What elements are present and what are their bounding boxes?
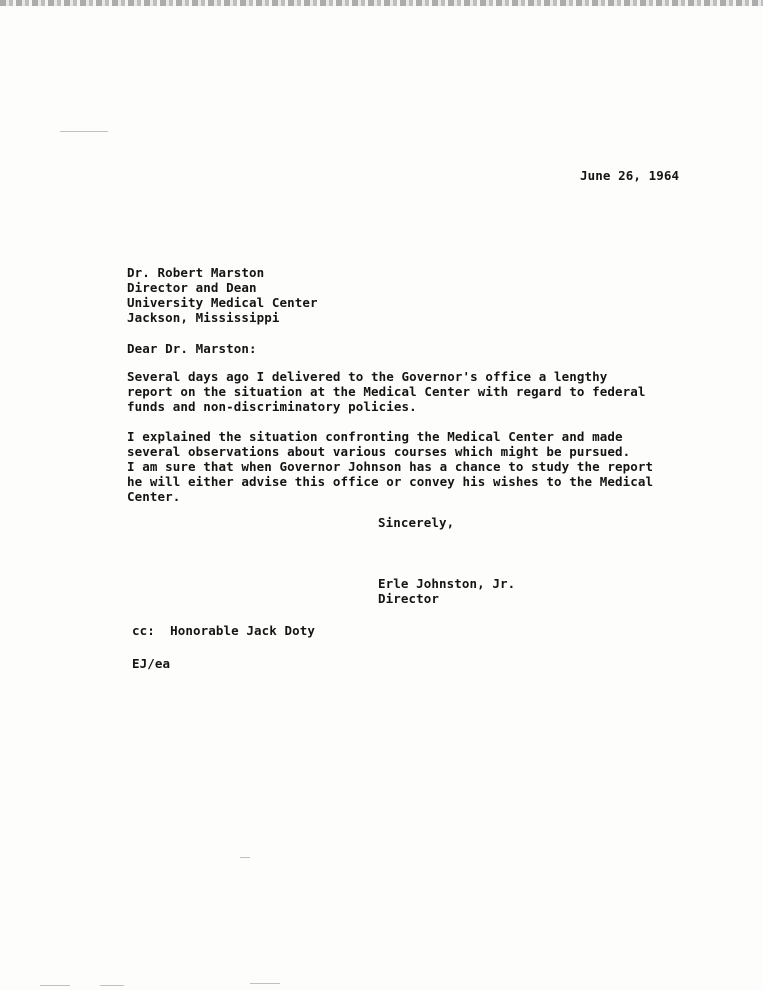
signer-title: Director [378, 591, 440, 606]
salutation: Dear Dr. Marston: [127, 341, 257, 356]
scan-speck [250, 983, 280, 984]
paragraph-2-line-2: several observations about various courses which might be pursued. [127, 444, 631, 459]
scan-speck [40, 985, 70, 986]
scan-top-edge [0, 0, 763, 6]
paragraph-1-line-3: funds and non-discriminatory policies. [127, 399, 417, 414]
paragraph-2-line-1: I explained the situation confronting the Medical Center and made [127, 429, 623, 444]
typist-initials: EJ/ea [132, 656, 171, 671]
recipient-title: Director and Dean [127, 280, 257, 295]
letter-date: June 26, 1964 [580, 168, 680, 183]
paragraph-1-line-2: report on the situation at the Medical Center with regard to federal [127, 384, 646, 399]
paragraph-2-line-3: I am sure that when Governor Johnson has a chance to study the report [127, 459, 654, 474]
paragraph-1-line-1: Several days ago I delivered to the Governor's office a lengthy [127, 369, 608, 384]
recipient-name: Dr. Robert Marston [127, 265, 265, 280]
scan-speck [100, 985, 124, 986]
closing: Sincerely, [378, 515, 455, 530]
scan-speck [240, 857, 250, 858]
scan-speck [60, 131, 108, 132]
paragraph-2-line-5: Center. [127, 489, 181, 504]
recipient-location: Jackson, Mississippi [127, 310, 280, 325]
recipient-organization: University Medical Center [127, 295, 318, 310]
signer-name: Erle Johnston, Jr. [378, 576, 516, 591]
paragraph-2-line-4: he will either advise this office or convey his wishes to the Medical [127, 474, 654, 489]
cc-line: cc: Honorable Jack Doty [132, 623, 316, 638]
